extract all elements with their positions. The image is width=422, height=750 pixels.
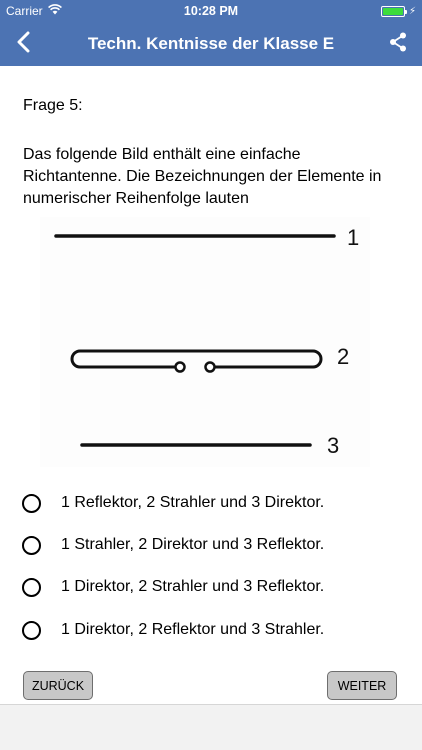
radio-button[interactable]: [22, 621, 41, 640]
element-1-label: 1: [347, 225, 360, 250]
question-text: Das folgende Bild enthält eine einfache Richtantenne. Die Bezeichnungen der Elemente in numerischer Reihenfolge lauten: [23, 146, 382, 207]
navigation-bar: [0, 22, 422, 66]
answer-option-label: 1 Direktor, 2 Strahler und 3 Reflektor.: [61, 578, 325, 595]
feed-point-right: [206, 363, 215, 372]
status-bar-left: [6, 4, 62, 18]
answer-option-label: 1 Strahler, 2 Direktor und 3 Reflektor.: [61, 536, 325, 553]
antenna-figure: [40, 217, 370, 467]
element-2-dipole: [72, 351, 321, 367]
radio-button[interactable]: [22, 578, 41, 597]
element-2-label: 2: [337, 344, 350, 369]
status-bar-right: [381, 6, 416, 17]
answer-option-label: 1 Reflektor, 2 Strahler und 3 Direktor.: [61, 494, 325, 511]
bottom-bar: [0, 704, 422, 750]
answer-option-4[interactable]: [22, 615, 324, 645]
next-question-button[interactable]: WEITER: [327, 671, 397, 700]
share-button[interactable]: [384, 30, 412, 58]
wifi-icon: [48, 4, 62, 18]
back-question-button[interactable]: ZURÜCK: [23, 671, 93, 700]
radio-button[interactable]: [22, 536, 41, 555]
share-icon: [389, 32, 407, 57]
question-number: Frage 5:: [23, 97, 83, 114]
status-bar: [0, 0, 422, 22]
battery-icon: [381, 6, 405, 17]
element-3-label: 3: [327, 433, 340, 458]
feed-point-left: [176, 363, 185, 372]
answer-option-label: 1 Direktor, 2 Reflektor und 3 Strahler.: [61, 621, 325, 638]
radio-button[interactable]: [22, 494, 41, 513]
chevron-left-icon: [16, 31, 30, 58]
answer-option-1[interactable]: [22, 488, 324, 518]
charging-bolt-icon: ⚡: [408, 5, 416, 17]
clock: 10:28 PM: [183, 4, 239, 18]
answer-option-3[interactable]: [22, 572, 324, 602]
back-button[interactable]: [8, 28, 38, 60]
carrier-label: Carrier: [6, 4, 43, 18]
page-title: Techn. Kentnisse der Klasse E: [87, 34, 335, 53]
answer-option-2[interactable]: [22, 530, 324, 560]
